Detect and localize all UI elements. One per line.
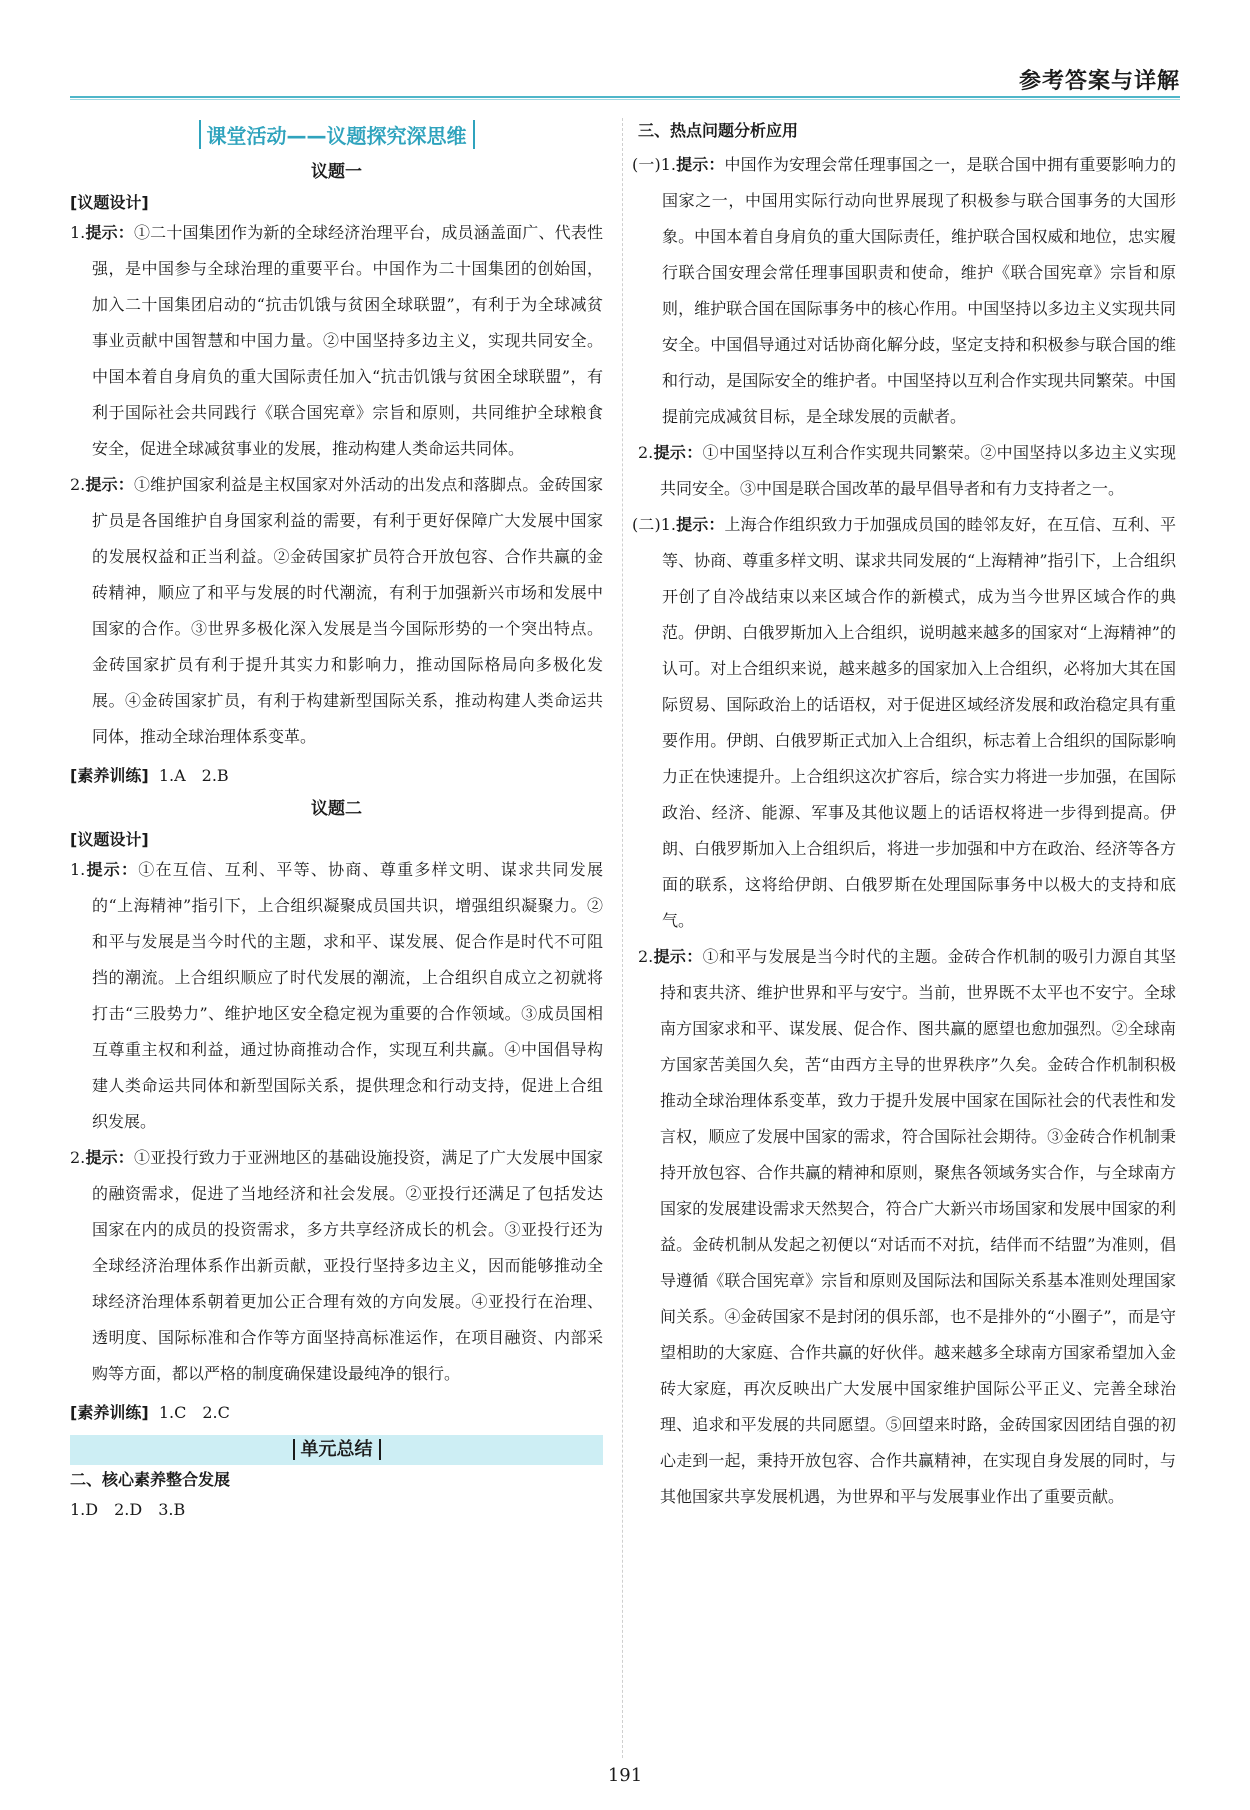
right-column [632,118,1176,1515]
unit-summary-title: 单元总结 [293,1439,381,1460]
summary-section-text: 二、核心素养整合发展 [70,1470,231,1489]
unit-summary-band [70,1435,603,1465]
answer-block-3 [632,507,1176,939]
answer-block-2 [638,435,1176,507]
hint-label: 提示： [676,515,725,534]
header-title: 参考答案与详解 [1018,69,1180,94]
training-tag: [素养训练] [70,766,149,785]
item-number: 1. [70,860,86,879]
hint-label: 提示： [653,947,703,966]
item-number: (一)1. [632,155,677,174]
banner-text: 课堂活动——议题探究深思维 [199,120,475,149]
hot-issues-heading: 三、热点问题分析应用 [638,121,799,140]
header-rule [70,96,1180,98]
topic-2-item-2 [70,1140,603,1392]
page-number: 191 [607,1765,643,1786]
section-banner [70,120,603,149]
topic-1-training [70,763,603,786]
item-number: 2. [70,1148,86,1167]
topic-1-title: 议题一 [311,162,362,182]
answer-block-4 [638,939,1176,1515]
hint-label: 提示： [653,443,703,462]
answer-block-1 [632,147,1176,435]
item-text: ①维护国家利益是主权国家对外活动的出发点和落脚点。金砖国家扩员是各国维护自身国家利益的需要，有利于更好保障广大发展中国家的发展权益和正当利益。②金砖国家扩员符合开放包容、合作共赢的金砖精神，顺应了和平与发展的时代潮流，有利于加强新兴市场和发展中国家的合作。③世界多极化深入发展是当今国际形势的一个突出特点。金砖国家扩员有利于提升其实力和影响力，推动国际格局向多极化发展。④金砖国家扩员，有利于构建新型国际关系，推动构建人类命运共同体，推动全球治理体系变革。 [92,475,603,746]
header-rule-thin [70,99,1180,100]
training-answers: 1.A 2.B [158,766,229,785]
topic-2-item-1 [70,852,603,1140]
item-number: 1. [70,223,86,242]
summary-answers: 1.D 2.D 3.B [70,1500,186,1519]
item-text: 中国作为安理会常任理事国之一，是联合国中拥有重要影响力的国家之一，中国用实际行动向世界展现了积极参与联合国事务的大国形象。中国本着自身肩负的重大国际责任，维护联合国权威和地位，忠实履行联合国安理会常任理事国职责和使命，维护《联合国宪章》宗旨和原则，维护联合国在国际事务中的核心作用。中国坚持以多边主义实现共同安全。中国倡导通过对话协商化解分歧，坚定支持和积极参与联合国的维和行动，是国际安全的维护者。中国坚持以互利合作实现共同繁荣。中国提前完成减贫目标，是全球发展的贡献者。 [662,155,1176,426]
column-divider [622,118,623,1758]
item-number: 2. [638,947,654,966]
item-text: ①和平与发展是当今时代的主题。金砖合作机制的吸引力源自其坚持和衷共济、维护世界和平与安宁。当前，世界既不太平也不安宁。全球南方国家求和平、谋发展、促合作、图共赢的愿望也愈加强烈。②全球南方国家苦美国久矣，苦“由西方主导的世界秩序”久矣。金砖合作机制积极推动全球治理体系变革，致力于提升发展中国家在国际社会的代表性和发言权，顺应了发展中国家的需求，符合国际社会期待。③金砖合作机制秉持开放包容、合作共赢的精神和原则，聚焦各领域务实合作，与全球南方国家的发展建设需求天然契合，符合广大新兴市场国家和发展中国家的利益。金砖机制从发起之初便以“对话而不对抗，结伴而不结盟”为准则，倡导遵循《联合国宪章》宗旨和原则及国际法和国际关系基本准则处理国家间关系。④金砖国家不是封闭的俱乐部，也不是排外的“小圈子”，而是守望相助的大家庭、合作共赢的好伙伴。越来越多全球南方国家希望加入金砖大家庭，再次反映出广大发展中国家维护国际公平正义、完善全球治理、追求和平发展的共同愿望。⑤回望来时路，金砖国家因团结自强的初心走到一起，秉持开放包容、合作共赢精神，在实现自身发展的同时，与其他国家共享发展机遇，为世界和平与发展事业作出了重要贡献。 [660,947,1176,1506]
item-text: ①二十国集团作为新的全球经济治理平台，成员涵盖面广、代表性强，是中国参与全球治理的重要平台。中国作为二十国集团的创始国，加入二十国集团启动的“抗击饥饿与贫困全球联盟”，有利于为全球减贫事业贡献中国智慧和中国力量。②中国坚持多边主义，实现共同安全。中国本着自身肩负的重大国际责任加入“抗击饥饿与贫困全球联盟”，有利于国际社会共同践行《联合国宪章》宗旨和原则，共同维护全球粮食安全，促进全球减贫事业的发展，推动构建人类命运共同体。 [92,223,603,458]
topic-1-item-1 [70,215,603,467]
topic-2-design-tag: [议题设计] [70,830,149,849]
hint-label: 提示： [85,223,134,242]
training-answers: 1.C 2.C [158,1403,230,1422]
topic-1-item-2 [70,467,603,755]
item-number: 2. [70,475,86,494]
item-text: ①在互信、互利、平等、协商、尊重多样文明、谋求共同发展的“上海精神”指引下，上合组织凝聚成员国共识，增强组织凝聚力。②和平与发展是当今时代的主题，求和平、谋发展、促合作是时代不可阻挡的潮流。上合组织顺应了时代发展的潮流，上合组织自成立之初就将打击“三股势力”、维护地区安全稳定视为重要的合作领域。③成员国相互尊重主权和利益，通过协商推动合作，实现互利共赢。④中国倡导构建人类命运共同体和新型国际关系，提供理念和行动支持，促进上合组织发展。 [92,860,603,1131]
topic-1-design-tag: [议题设计] [70,193,149,212]
summary-section-heading [70,1465,603,1495]
item-text: ①亚投行致力于亚洲地区的基础设施投资，满足了广大发展中国家的融资需求，促进了当地经济和社会发展。②亚投行还满足了包括发达国家在内的成员的投资需求，多方共享经济成长的机会。③亚投行还为全球经济治理体系作出新贡献，亚投行坚持多边主义，因而能够推动全球经济治理体系朝着更加公正合理有效的方向发展。④亚投行在治理、透明度、国际标准和合作等方面坚持高标准运作，在项目融资、内部采购等方面，都以严格的制度确保建设最纯净的银行。 [92,1148,603,1383]
hint-label: 提示： [676,155,725,174]
item-text: ①中国坚持以互利合作实现共同繁荣。②中国坚持以多边主义实现共同安全。③中国是联合国改革的最早倡导者和有力支持者之一。 [660,443,1176,498]
page-header [70,62,1180,96]
item-number: 2. [638,443,654,462]
topic-2-title: 议题二 [311,799,362,819]
topic-2-training [70,1400,603,1423]
left-column [70,118,603,1525]
item-number: (二)1. [632,515,677,534]
item-text: 上海合作组织致力于加强成员国的睦邻友好，在互信、互利、平等、协商、尊重多样文明、谋求共同发展的“上海精神”指引下，上合组织开创了自冷战结束以来区域合作的新模式，成为当今世界区域合作的典范。伊朗、白俄罗斯加入上合组织，说明越来越多的国家对“上海精神”的认可。对上合组织来说，越来越多的国家加入上合组织，必将加大其在国际贸易、国际政治上的话语权，对于促进区域经济发展和政治稳定具有重要作用。伊朗、白俄罗斯正式加入上合组织，标志着上合组织的国际影响力正在快速提升。上合组织这次扩容后，综合实力将进一步加强，在国际政治、经济、能源、军事及其他议题上的话语权将进一步得到提高。伊朗、白俄罗斯加入上合组织后，将进一步加强和中方在政治、经济等各方面的联系，这将给伊朗、白俄罗斯在处理国际事务中以极大的支持和底气。 [662,515,1176,930]
hint-label: 提示： [85,860,139,879]
hint-label: 提示： [85,475,134,494]
hint-label: 提示： [85,1148,134,1167]
training-tag: [素养训练] [70,1403,149,1422]
